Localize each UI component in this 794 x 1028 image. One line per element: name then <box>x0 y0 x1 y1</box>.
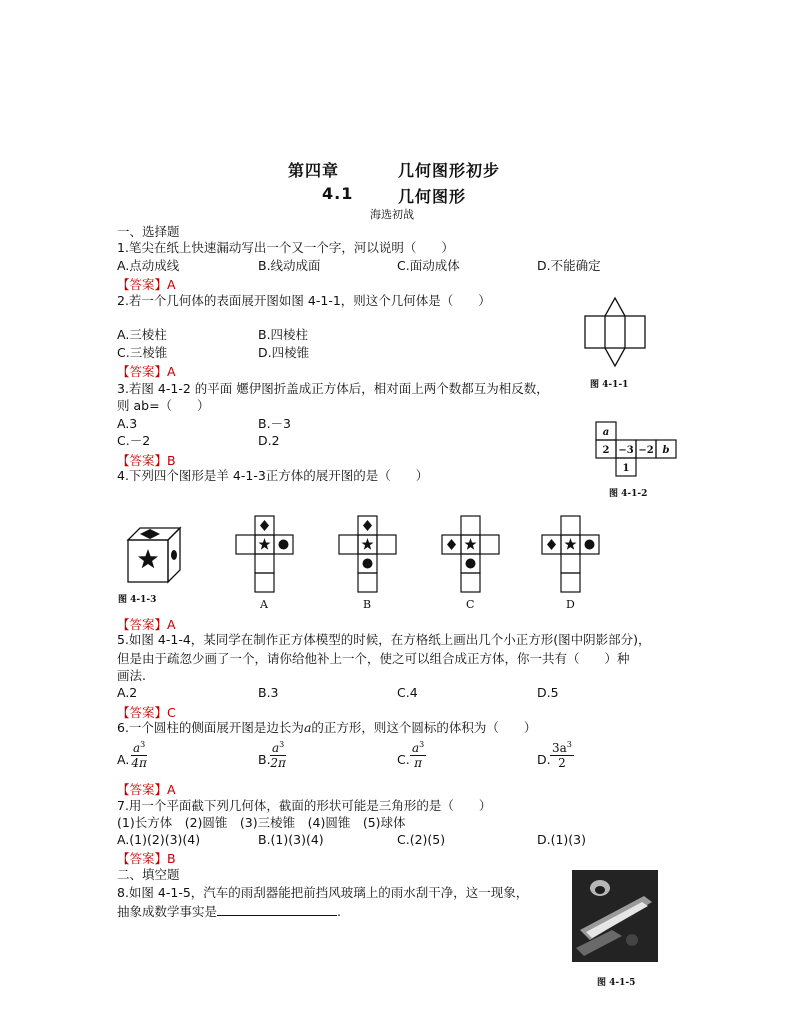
figure-4-1-3-caption: 图 4-1-3 <box>118 595 157 605</box>
q6-option-b-fraction: $\frac{a^3}{2\pi}$ <box>270 740 286 770</box>
q2-option-a: A.三棱柱 <box>117 327 167 342</box>
diamond-icon <box>547 539 556 550</box>
diamond-icon <box>260 520 269 531</box>
q7-stem: 7.用一个平面截下列几何体，截面的形状可能是三角形的是（ ） <box>117 798 492 813</box>
q5-stem-3: 画法. <box>117 668 146 683</box>
q4-net-d <box>540 515 602 593</box>
q2-option-c: C.三棱锥 <box>117 345 168 360</box>
q2-option-b: B.四棱柱 <box>258 327 309 342</box>
q3-answer: 【答案】B <box>117 453 176 468</box>
q1-answer: 【答案】A <box>117 277 176 292</box>
q6-option-a-letter: A. <box>117 752 130 767</box>
q3-stem-2: 则 ab=（ ） <box>117 398 210 413</box>
q5-option-c: C.4 <box>397 685 418 700</box>
q4-label-a: A <box>260 598 268 611</box>
q3-option-c: C.－2 <box>117 433 151 448</box>
q6-option-d-letter: D. <box>537 752 551 767</box>
q7-answer: 【答案】B <box>117 851 176 866</box>
circle-icon <box>171 550 177 560</box>
q5-stem-2: 但是由于疏忽少画了一个，请你给他补上一个，使之可以组合成正方体，你一共有（ ）种 <box>117 651 630 666</box>
figure-4-1-5-wiper-photo <box>572 870 658 962</box>
q4-stem: 4.下列四个图形是羊 4-1-3正方体的展开图的是（ ） <box>117 468 429 483</box>
q8-stem: 8.如图 4-1-5，汽车的雨刮器能把前挡风玻璃上的雨水刮干净，这一现象， <box>117 885 529 900</box>
part2-heading: 二、填空题 <box>117 867 180 882</box>
star-icon <box>465 538 477 550</box>
star-icon <box>259 538 271 550</box>
figure-4-1-1-prism-net <box>583 296 647 370</box>
q8-answer-blank[interactable] <box>217 903 337 916</box>
q5-option-d: D.5 <box>537 685 559 700</box>
q1-option-b: B.线动成面 <box>258 258 321 273</box>
chapter-number: 第四章 <box>288 161 340 180</box>
star-icon <box>138 549 158 568</box>
diamond-icon <box>363 520 372 531</box>
q5-option-b: B.3 <box>258 685 279 700</box>
circle-icon <box>279 540 289 550</box>
q6-option-a-fraction: $\frac{a^3}{4\pi}$ <box>131 740 147 770</box>
q3-option-a: A.3 <box>117 416 138 431</box>
q6-option-b-letter: B. <box>258 752 271 767</box>
figure-4-1-1-caption: 图 4-1-1 <box>590 380 629 390</box>
q7-items: (1)长方体 (2)圆锥 (3)三棱锥 (4)圆锥 (5)球体 <box>117 815 406 830</box>
q4-net-b <box>337 515 399 593</box>
chapter-title: 几何图形初步 <box>398 161 501 180</box>
q4-answer: 【答案】A <box>117 617 176 632</box>
q7-option-d: D.(1)(3) <box>537 832 587 847</box>
q3-option-d: D.2 <box>258 433 280 448</box>
q6-option-d-fraction: $\frac{3a^3}{2}$ <box>552 740 572 770</box>
q8-stem-2: 抽象成数学事实是 . <box>117 904 341 919</box>
q6-answer: 【答案】A <box>117 782 176 797</box>
q5-stem: 5.如图 4-1-4，某同学在制作正方体模型的时候，在方格纸上画出几个小正方形(图中阴影部分)， <box>117 632 651 647</box>
net-cell-b: b <box>662 445 670 456</box>
net-cell-neg2: −2 <box>638 445 654 456</box>
net-cell-neg3: −3 <box>618 445 634 456</box>
section-number: 4.1 <box>322 184 354 203</box>
circle-icon <box>363 559 373 569</box>
q2-option-d: D.四棱锥 <box>258 345 310 360</box>
circle-icon <box>585 540 595 550</box>
q6-option-c-fraction: $\frac{a^3}{\pi}$ <box>412 740 425 770</box>
q1-stem: 1.笔尖在纸上快速漏动写出一个又一个字，河以说明（ ） <box>117 240 454 255</box>
q6-stem: 6.一个圆柱的侧面展开图是边长为a的正方形，则这个圆标的体积为（ ） <box>117 720 537 735</box>
q1-option-c: C.面动成体 <box>397 258 460 273</box>
q1-option-a: A.点动成线 <box>117 258 180 273</box>
q2-answer: 【答案】A <box>117 364 176 379</box>
q7-option-b: B.(1)(3)(4) <box>258 832 324 847</box>
q5-option-a: A.2 <box>117 685 138 700</box>
diamond-icon <box>140 529 160 539</box>
star-icon <box>565 538 577 550</box>
q4-label-d: D <box>566 598 575 611</box>
q4-net-c <box>440 515 502 593</box>
subtitle: 海选初战 <box>370 208 414 221</box>
q3-option-b: B.－3 <box>258 416 292 431</box>
q4-net-a <box>234 515 296 593</box>
q4-label-b: B <box>363 598 372 611</box>
q4-label-c: C <box>466 598 475 611</box>
figure-4-1-3-cube <box>120 522 184 588</box>
net-cell-2: 2 <box>602 445 610 456</box>
section-title: 几何图形 <box>398 187 467 206</box>
net-cell-a: a <box>602 427 610 438</box>
q2-stem: 2.若一个几何体的表面展开图如图 4-1-1，则这个几何体是（ ） <box>117 293 491 308</box>
figure-4-1-2-caption: 图 4-1-2 <box>609 489 648 499</box>
q7-option-c: C.(2)(5) <box>397 832 446 847</box>
net-cell-1: 1 <box>622 463 630 474</box>
q3-stem: 3.若图 4-1-2 的平面 嬺伊图折盖成正方体后，相对面上两个数都互为相反数， <box>117 381 549 396</box>
q5-answer: 【答案】C <box>117 705 176 720</box>
q7-option-a: A.(1)(2)(3)(4) <box>117 832 201 847</box>
star-icon <box>362 538 374 550</box>
q6-option-c-letter: C. <box>397 752 410 767</box>
diamond-icon <box>447 539 456 550</box>
part1-heading: 一、选择题 <box>117 224 180 239</box>
figure-4-1-5-caption: 图 4-1-5 <box>597 978 636 988</box>
figure-4-1-2-number-net <box>594 420 680 478</box>
circle-icon <box>466 559 476 569</box>
q1-option-d: D.不能确定 <box>537 258 601 273</box>
